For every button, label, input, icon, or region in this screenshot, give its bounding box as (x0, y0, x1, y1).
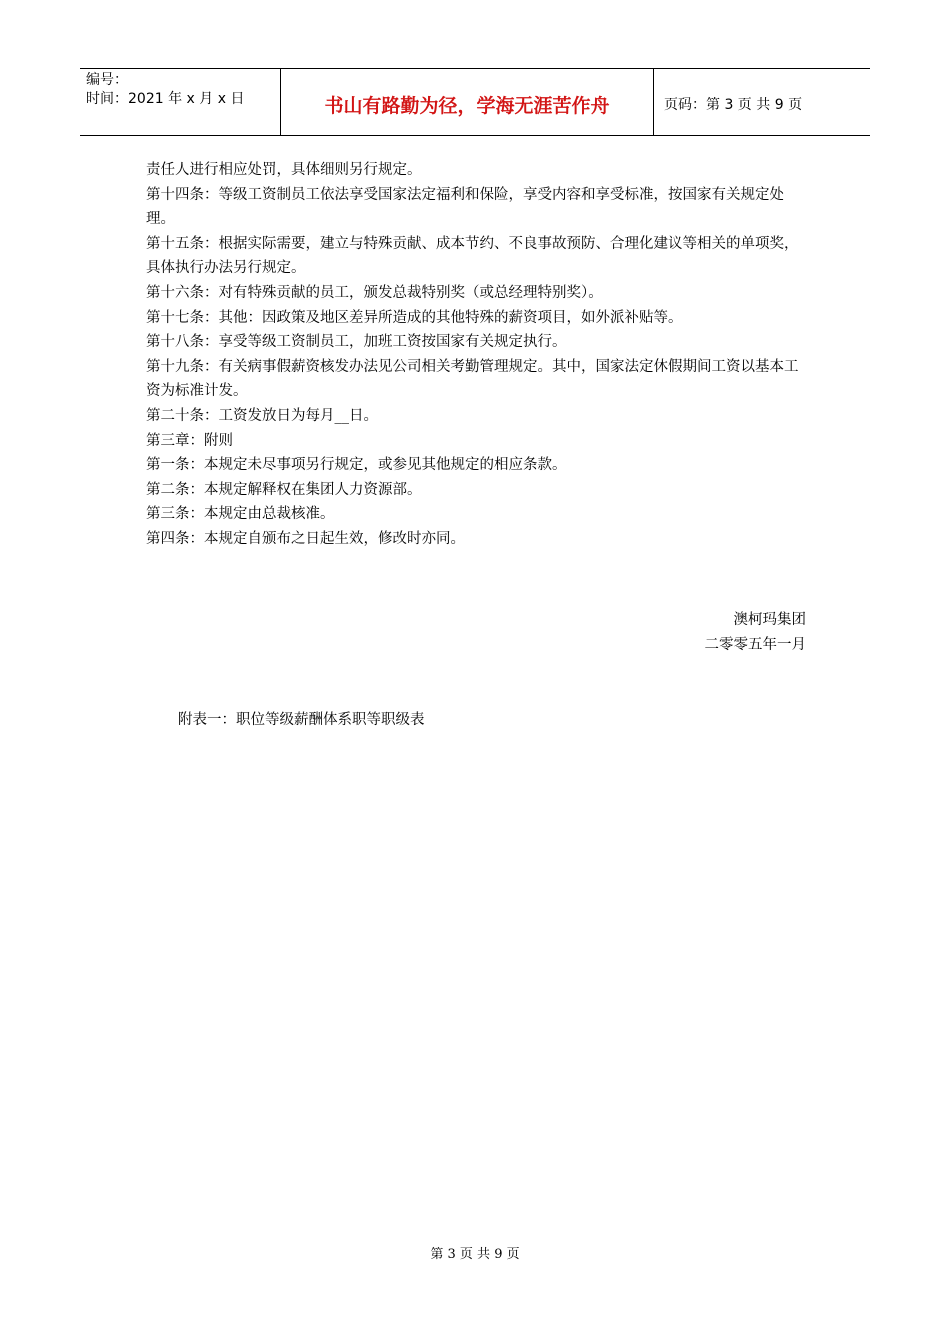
paragraph: 第十九条：有关病事假薪资核发办法见公司相关考勤管理规定。其中，国家法定休假期间工资以基本工资为标准计发。 (146, 358, 799, 400)
paragraph: 第二条：本规定解释权在集团人力资源部。 (146, 481, 422, 498)
paragraph: 第三条：本规定由总裁核准。 (146, 506, 335, 523)
document-time-label: 时间：2021 年 x 月 x 日 (86, 91, 245, 107)
header-motto: 书山有路勤为径，学海无涯苦作舟 (281, 69, 654, 135)
paragraph: 第一条：本规定未尽事项另行规定，或参见其他规定的相应条款。 (146, 457, 567, 474)
paragraph: 第十八条：享受等级工资制员工，加班工资按国家有关规定执行。 (146, 334, 567, 351)
page-header (80, 68, 870, 136)
paragraph: 第四条：本规定自颁布之日起生效，修改时亦同。 (146, 530, 465, 547)
paragraph: 第十四条：等级工资制员工依法享受国家法定福利和保险，享受内容和享受标准，按国家有关规定处理。 (146, 186, 784, 228)
paragraph: 第十七条：其他：因政策及地区差异所造成的其他特殊的薪资项目，如外派补贴等。 (146, 309, 683, 326)
paragraph: 第十五条：根据实际需要，建立与特殊贡献、成本节约、不良事故预防、合理化建议等相关的单项奖，具体执行办法另行规定。 (146, 235, 799, 277)
signature-block (705, 608, 807, 657)
paragraph: 第二十条：工资发放日为每月__日。 (146, 407, 378, 424)
chapter-heading: 第三章：附则 (146, 432, 233, 449)
signature-date: 二零零五年一月 (704, 636, 806, 653)
page-footer: 第 3 页 共 9 页 (430, 1247, 520, 1262)
signature-company: 澳柯玛集团 (733, 612, 806, 628)
header-meta (80, 69, 281, 135)
header-page-info: 页码：第 3 页 共 9 页 (664, 97, 803, 113)
document-number-label: 编号： (86, 72, 128, 88)
appendix-title: 附表一：职位等级薪酬体系职等职级表 (178, 712, 425, 728)
paragraph: 第十六条：对有特殊贡献的员工，颁发总裁特别奖（或总经理特别奖）。 (146, 284, 603, 301)
paragraph: 责任人进行相应处罚，具体细则另行规定。 (146, 162, 422, 178)
document-body (146, 158, 810, 552)
